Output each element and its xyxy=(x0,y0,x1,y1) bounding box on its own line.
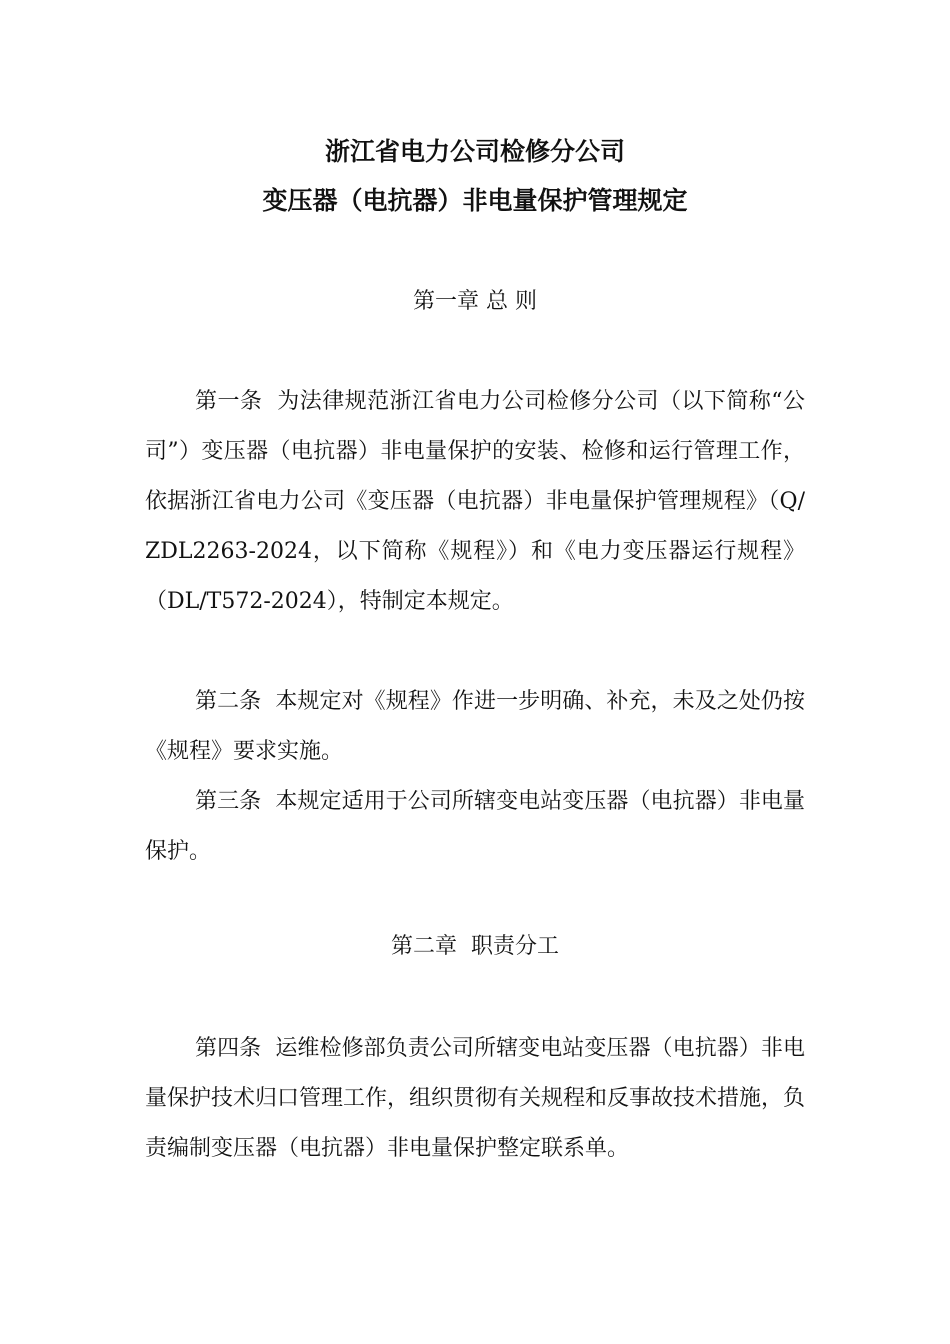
document-title-line1: 浙江省电力公司检修分公司 xyxy=(324,137,625,166)
article-1 xyxy=(145,377,805,627)
document-title-line2: 变压器（电抗器）非电量保护管理规定 xyxy=(262,186,688,215)
chapter-2-heading: 第二章 职责分工 xyxy=(391,934,559,959)
article-4-text: 运维检修部负责公司所辖变电站变压器（电抗器）非电量保护技术归口管理工作，组织贯彻有关规程和反事故技术措施，负责编制变压器（电抗器）非电量保护整定联系单。 xyxy=(145,1036,806,1161)
article-4-number: 第四条 xyxy=(195,1036,262,1061)
article-3 xyxy=(145,777,805,877)
article-1-text: 为法律规范浙江省电力公司检修分公司（以下简称“公司”）变压器（电抗器）非电量保护的安装、检修和运行管理工作，依据浙江省电力公司《变压器（电抗器）非电量保护管理规程》（Q/ZDL2263-2024，以下简称《规程》）和《电力变压器运行规程》（DL/T572-2024），特制定本规定。 xyxy=(145,389,805,614)
article-3-text: 本规定适用于公司所辖变电站变压器（电抗器）非电量保护。 xyxy=(145,789,805,864)
article-1-number: 第一条 xyxy=(195,389,263,414)
article-2 xyxy=(145,677,805,777)
chapter-1-heading: 第一章 总 则 xyxy=(413,289,537,314)
article-2-number: 第二条 xyxy=(195,689,262,714)
article-2-text: 本规定对《规程》作进一步明确、补充，未及之处仍按《规程》要求实施。 xyxy=(145,689,805,764)
article-4 xyxy=(145,1024,805,1174)
article-3-number: 第三条 xyxy=(195,789,262,814)
